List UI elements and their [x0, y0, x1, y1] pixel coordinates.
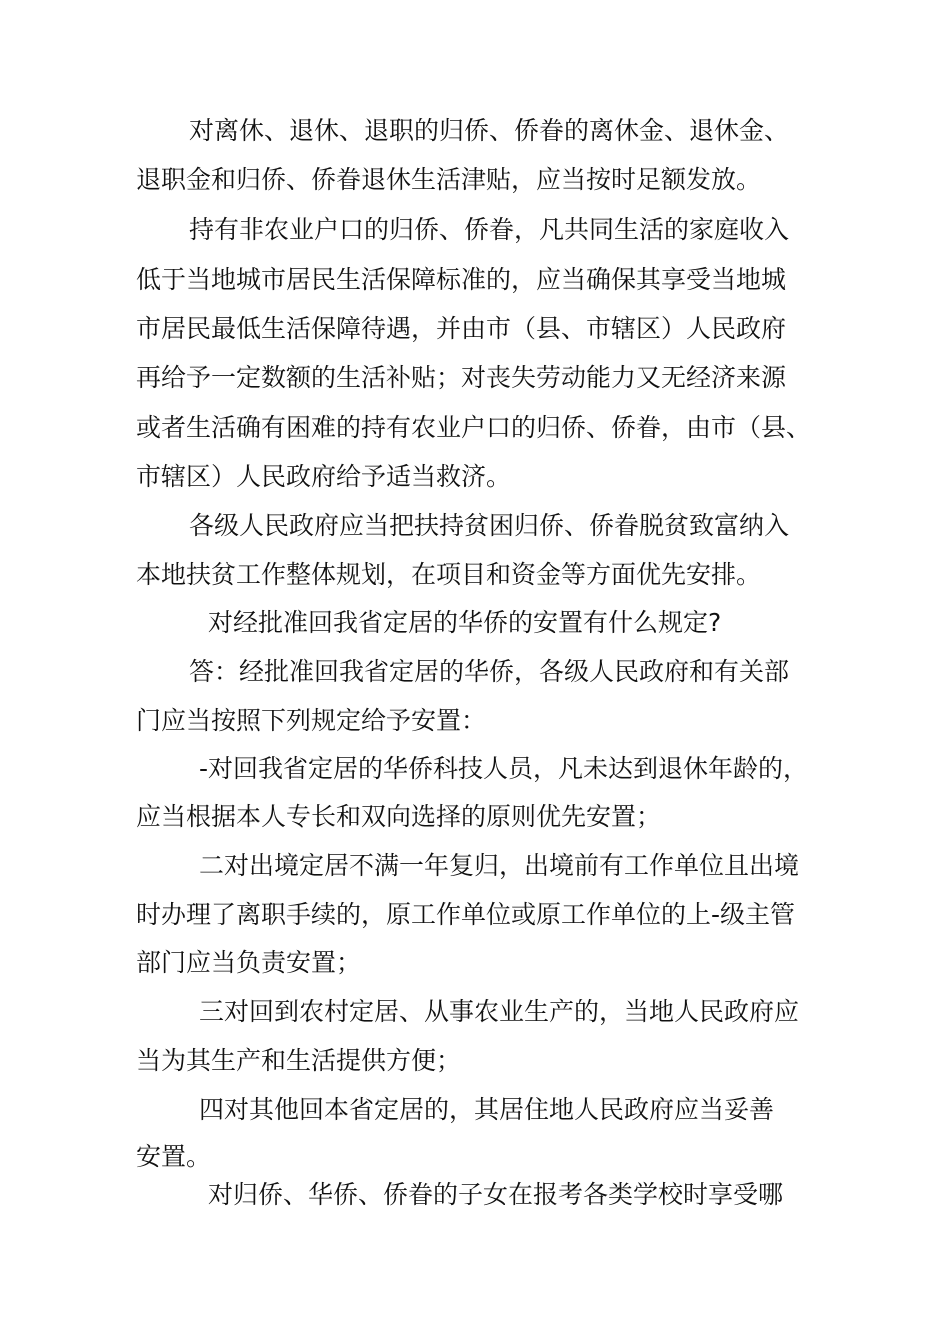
text-line: 四对其他回本省定居的，其居住地人民政府应当妥善 [199, 1095, 775, 1124]
text-line: 部门应当负责安置； [136, 948, 362, 977]
text-line: 再给予一定数额的生活补贴；对丧失劳动能力又无经济来源 [136, 363, 787, 392]
text-line: 应当根据本人专长和双向选择的原则优先安置； [136, 802, 662, 831]
text-line: 当为其生产和生活提供方便； [136, 1046, 462, 1075]
text-line: 持有非农业户口的归侨、侨眷，凡共同生活的家庭收入 [189, 215, 790, 244]
text-line: 安置。 [136, 1142, 212, 1171]
text-line: -对回我省定居的华侨科技人员，凡未达到退休年龄的， [199, 754, 809, 783]
text-line: 对离休、退休、退职的归侨、侨眷的离休金、退休金、 [189, 116, 790, 145]
text-line: 本地扶贫工作整体规划，在项目和资金等方面优先安排。 [136, 560, 762, 589]
text-line: 门应当按照下列规定给予安置： [136, 706, 487, 735]
text-line: 各级人民政府应当把扶持贫困归侨、侨眷脱贫致富纳入 [189, 511, 790, 540]
text-line: 或者生活确有困难的持有农业户口的归侨、侨眷，由市（县、 [136, 413, 812, 442]
text-line: 市辖区）人民政府给予适当救济。 [136, 462, 512, 491]
text-line: 二对出境定居不满一年复归，出境前有工作单位且出境 [199, 851, 800, 880]
text-line: 三对回到农村定居、从事农业生产的，当地人民政府应 [199, 997, 800, 1026]
text-line: 退职金和归侨、侨眷退休生活津贴，应当按时足额发放。 [136, 165, 762, 194]
text-line: 时办理了离职手续的，原工作单位或原工作单位的上-级主管 [136, 900, 796, 929]
text-line: 低于当地城市居民生活保障标准的，应当确保其享受当地城 [136, 265, 787, 294]
question-heading: 对归侨、华侨、侨眷的子女在报考各类学校时享受哪 [208, 1180, 784, 1209]
text-line: 市居民最低生活保障待遇，并由市（县、市辖区）人民政府 [136, 314, 787, 343]
question-heading: 对经批准回我省定居的华侨的安置有什么规定? [208, 608, 722, 637]
text-line: 答：经批准回我省定居的华侨，各级人民政府和有关部 [189, 657, 790, 686]
